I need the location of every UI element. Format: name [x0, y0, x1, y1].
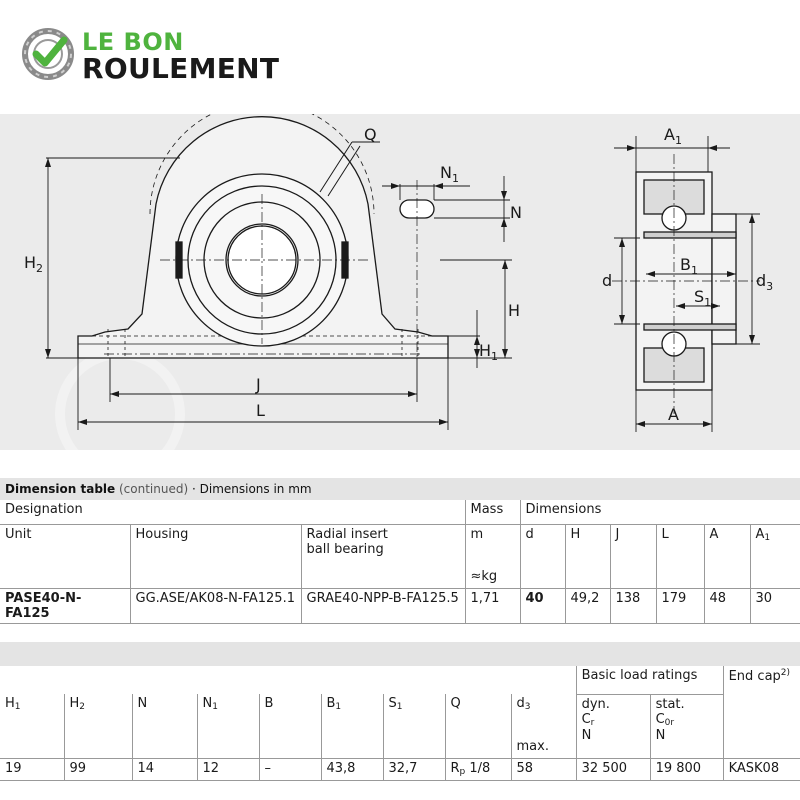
- load-ratings-table: [0, 666, 800, 781]
- cell-cr: 32 500: [576, 758, 650, 780]
- label-s1: $S_1$: [694, 287, 712, 309]
- table2-band: [0, 642, 800, 666]
- technical-drawing: [0, 114, 800, 450]
- spacer: [0, 450, 800, 478]
- label-a: A: [668, 405, 679, 424]
- col-b: B: [259, 694, 321, 758]
- col-radial-insert: Radial insert ball bearing: [301, 524, 465, 588]
- col-j: J: [610, 524, 656, 588]
- col-h: H: [565, 524, 610, 588]
- bearing-check-icon: [22, 28, 74, 80]
- label-n: N: [510, 203, 522, 222]
- cell-s1: 32,7: [383, 758, 445, 780]
- cell-housing: GG.ASE/AK08-N-FA125.1: [130, 588, 301, 623]
- label-h1: $H_1$: [479, 341, 499, 363]
- cell-q: $R_p$ 1/8: [445, 758, 511, 780]
- label-a1: $A_1$: [664, 125, 682, 147]
- logo-text-bottom: ROULEMENT: [82, 52, 280, 85]
- cell-b1: 43,8: [321, 758, 383, 780]
- label-d: d: [602, 271, 613, 290]
- col-h1: $H_1$: [0, 694, 64, 758]
- col-stat: stat. $C_{0r}$ N: [650, 694, 723, 758]
- label-j: J: [256, 375, 261, 394]
- cell-a: 48: [704, 588, 750, 623]
- col-mass: m ≈kg: [465, 524, 520, 588]
- group-load-ratings: Basic load ratings: [576, 666, 723, 694]
- label-b1: $B_1$: [680, 255, 698, 277]
- cell-end-cap: KASK08: [723, 758, 800, 780]
- group-mass: Mass: [465, 500, 520, 524]
- col-b1: $B_1$: [321, 694, 383, 758]
- group-dimensions: Dimensions: [520, 500, 800, 524]
- cell-radial: GRAE40-NPP-B-FA125.5: [301, 588, 465, 623]
- label-n1: $N_1$: [440, 163, 459, 185]
- brand-logo[interactable]: [22, 26, 312, 88]
- col-d: d: [520, 524, 565, 588]
- col-h2: $H_2$: [64, 694, 132, 758]
- logo-text-top: LE BON: [82, 28, 184, 56]
- cell-c0r: 19 800: [650, 758, 723, 780]
- table-title-rest: · Dimensions in mm: [191, 482, 312, 496]
- blank-group: [0, 666, 576, 694]
- table-title: Dimension table: [5, 482, 116, 496]
- col-dyn: dyn. $C_r$ N: [576, 694, 650, 758]
- col-end-cap: [723, 694, 800, 758]
- label-l: L: [256, 401, 265, 420]
- cell-j: 138: [610, 588, 656, 623]
- label-q: Q: [364, 125, 377, 144]
- cell-h: 49,2: [565, 588, 610, 623]
- dimension-table-grid: [0, 500, 800, 624]
- cell-h1: 19: [0, 758, 64, 780]
- cell-b: –: [259, 758, 321, 780]
- group-designation: Designation: [0, 500, 465, 524]
- label-d3: $d_3$: [756, 271, 774, 293]
- cell-l: 179: [656, 588, 704, 623]
- label-h: H: [508, 301, 521, 320]
- table-title-band: [0, 478, 800, 500]
- col-n1: $N_1$: [197, 694, 259, 758]
- cell-n1: 12: [197, 758, 259, 780]
- col-s1: $S_1$: [383, 694, 445, 758]
- cell-n: 14: [132, 758, 197, 780]
- table-title-continued: (continued): [118, 482, 189, 496]
- col-d3: $d_3$ max.: [511, 694, 576, 758]
- load-ratings-grid: [0, 666, 800, 781]
- col-housing: Housing: [130, 524, 301, 588]
- col-unit: Unit: [0, 524, 130, 588]
- cell-d3: 58: [511, 758, 576, 780]
- col-n: N: [132, 694, 197, 758]
- cell-a1: 30: [750, 588, 800, 623]
- group-end-cap: End cap$^{2)}$: [723, 666, 800, 694]
- cell-h2: 99: [64, 758, 132, 780]
- col-l: L: [656, 524, 704, 588]
- cell-d: 40: [520, 588, 565, 623]
- col-q: Q: [445, 694, 511, 758]
- cell-mass: 1,71: [465, 588, 520, 623]
- col-a: A: [704, 524, 750, 588]
- cell-unit: PASE40-N-FA125: [0, 588, 130, 623]
- label-h2: $H_2$: [24, 253, 44, 275]
- dimension-table: [0, 478, 800, 624]
- col-a1: $A_1$: [750, 524, 800, 588]
